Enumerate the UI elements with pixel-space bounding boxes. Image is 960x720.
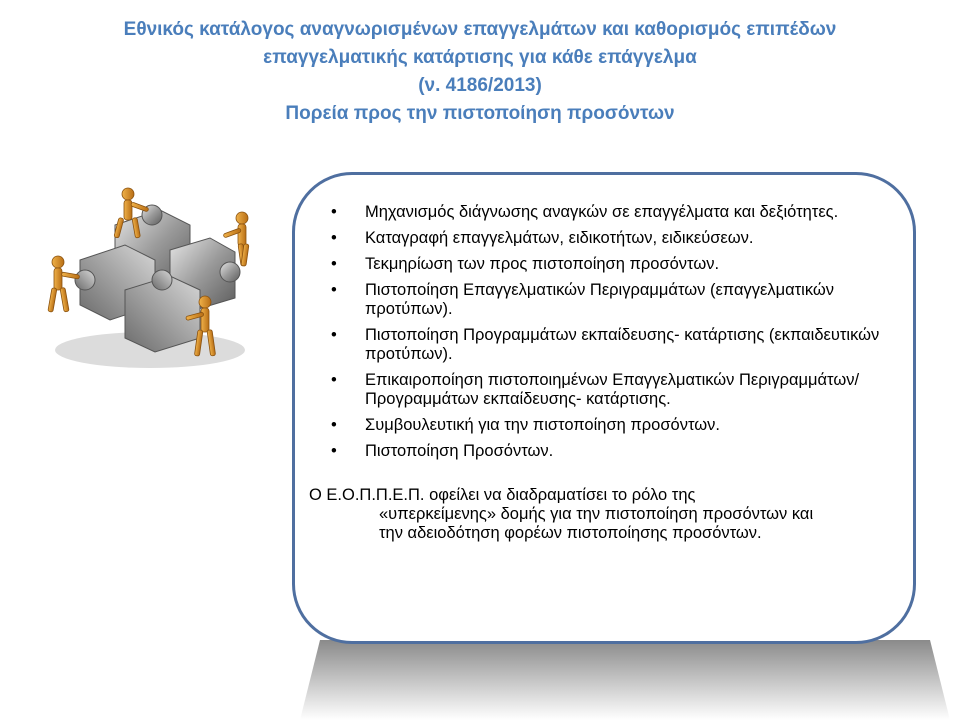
box-shadow: [300, 640, 950, 720]
list-item: • Πιστοποίηση Επαγγελματικών Περιγραμμάτων (επαγγελματικών προτύπων).: [331, 281, 835, 318]
closing-paragraph: [309, 486, 893, 543]
bullet-dot: •: [331, 203, 337, 221]
bullet-dot: •: [331, 281, 337, 299]
closing-line-2: «υπερκείμενης» δομής για την πιστοποίηση προσόντων και: [379, 505, 814, 523]
bullet-dot: •: [331, 371, 337, 389]
title-line-1: Εθνικός κατάλογος αναγνωρισμένων επαγγελμάτων και καθορισμός επιπέδων: [123, 19, 837, 40]
bullet-dot: •: [331, 229, 337, 247]
puzzle-figures-image: [40, 180, 260, 380]
list-item: • Μηχανισμός διάγνωσης αναγκών σε επαγγέλματα και δεξιότητες.: [331, 203, 839, 221]
content-box: [292, 172, 916, 644]
list-item: • Πιστοποίηση Προσόντων.: [331, 442, 554, 460]
title-line-3: (ν. 4186/2013): [418, 75, 542, 96]
closing-line-3: την αδειοδότηση φορέων πιστοποίησης προσόντων.: [379, 524, 762, 542]
closing-line-1: Ο Ε.Ο.Π.Π.Ε.Π. οφείλει να διαδραματίσει το ρόλο της: [309, 486, 696, 504]
slide-title: [40, 16, 920, 128]
list-item: • Συμβουλευτική για την πιστοποίηση προσόντων.: [331, 416, 720, 434]
bullet-list: [309, 203, 893, 461]
bullet-dot: •: [331, 326, 337, 344]
list-item: • Τεκμηρίωση των προς πιστοποίηση προσόντων.: [331, 255, 720, 273]
title-line-4: Πορεία προς την πιστοποίηση προσόντων: [285, 103, 675, 124]
bullet-dot: •: [331, 416, 337, 434]
bullet-dot: •: [331, 255, 337, 273]
list-item: • Καταγραφή επαγγελμάτων, ειδικοτήτων, ειδικεύσεων.: [331, 229, 754, 247]
puzzle-pieces: [75, 205, 240, 352]
list-item: • Πιστοποίηση Προγραμμάτων εκπαίδευσης- κατάρτισης (εκπαιδευτικών προτύπων).: [331, 326, 880, 363]
title-line-2: επαγγελματικής κατάρτισης για κάθε επάγγελμα: [263, 47, 697, 68]
list-item: • Επικαιροποίηση πιστοποιημένων Επαγγελματικών Περιγραμμάτων/ Προγραμμάτων εκπαίδευσης- κατάρτισης.: [331, 371, 860, 408]
bullet-dot: •: [331, 442, 337, 460]
